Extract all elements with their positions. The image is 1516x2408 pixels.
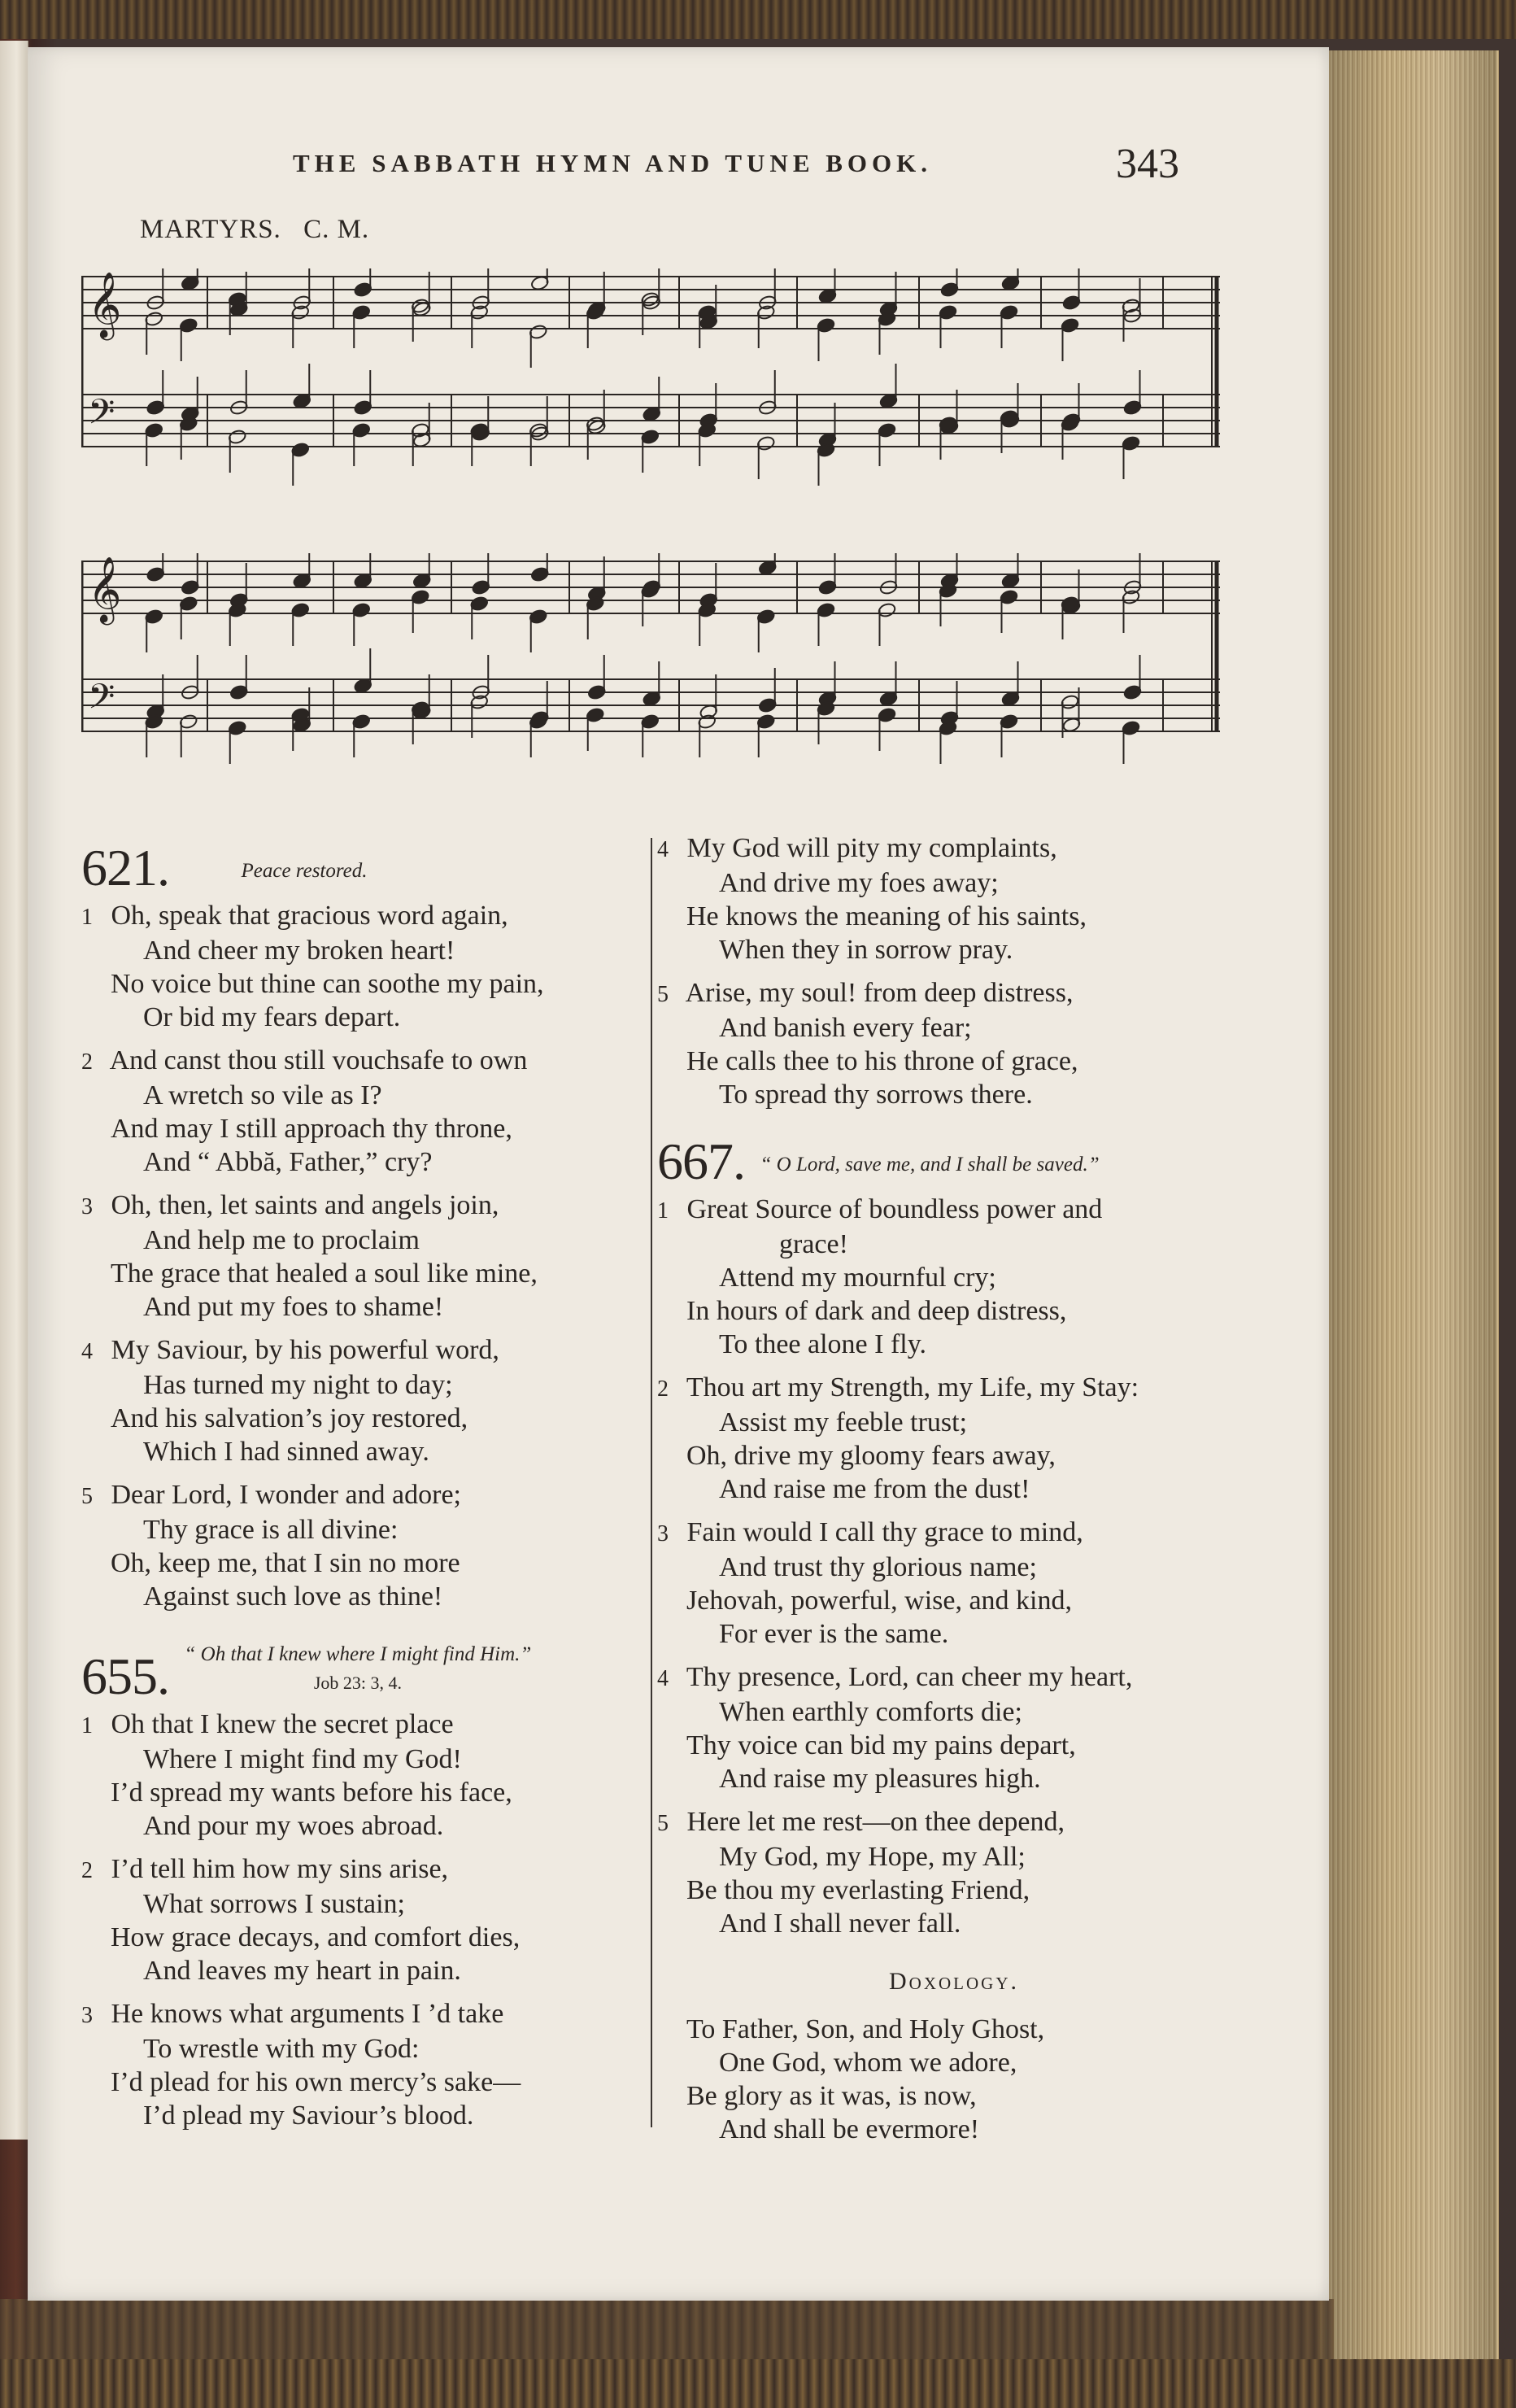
stanza [81,1044,643,1179]
verse-number: 3 [81,2003,93,2028]
hymn-621 [81,839,643,1613]
verse-line: Oh, keep me, that I sin no more [111,1548,460,1578]
verse-line: And help me to proclaim [143,1225,420,1255]
verse-line: Thy presence, Lord, can cheer my heart, [686,1662,1133,1692]
tune-name: MARTYRS. [140,215,281,244]
stanza [657,1193,1251,1361]
verse-line: Thy grace is all divine: [143,1515,399,1545]
verse-line: For ever is the same. [719,1619,949,1649]
verse-number: 5 [657,1811,669,1836]
verse-number: 3 [657,1521,669,1546]
hymn-number: 621. [81,839,169,896]
bottom-gilt-border [0,2359,1516,2408]
verse-number: 5 [657,982,669,1007]
verse-line: grace! [779,1229,848,1259]
column-divider [651,838,652,2127]
hymn-655 [81,1638,643,2132]
verse-line: Has turned my night to day; [143,1370,453,1400]
verse-line: A wretch so vile as I? [143,1080,382,1110]
verse-line: Great Source of boundless power and [686,1194,1103,1224]
hymn-number: 655. [81,1647,169,1705]
scripture-reference: Job 23: 3, 4. [313,1673,403,1693]
verse-number: 1 [81,1713,93,1738]
verse-number: 1 [81,905,93,930]
stanza [81,1478,643,1613]
verse-line: And drive my foes away; [719,868,999,898]
verse-line: Be thou my everlasting Friend, [686,1875,1030,1905]
music-staff-system-2 [81,553,1220,773]
verse-line: Arise, my soul! from deep distress, [685,978,1074,1008]
verse-line: I’d tell him how my sins arise, [111,1854,449,1884]
stanza [657,831,1251,966]
stanza [657,1371,1251,1506]
running-head: THE SABBATH HYMN AND TUNE BOOK. [293,149,933,177]
verse-line: And canst thou still vouchsafe to own [109,1045,528,1075]
treble-clef-icon: 𝄞 [88,271,122,338]
verse-line: Thou art my Strength, my Life, my Stay: [686,1372,1139,1402]
verse-line: Dear Lord, I wonder and adore; [111,1480,461,1510]
verse-line: I’d plead for his own mercy’s sake— [111,2067,521,2097]
doxology-line: And shall be evermore! [719,2114,980,2144]
verse-line: The grace that healed a soul like mine, [111,1259,538,1289]
stanza [657,1516,1251,1651]
music-system-1 [81,268,1220,488]
hymn-title: “ O Lord, save me, and I shall be saved.” [760,1154,1100,1176]
verse-line: Which I had sinned away. [143,1437,429,1467]
verse-number: 4 [81,1339,93,1364]
verse-line: Or bid my fears depart. [143,1002,401,1032]
verse-line: And leaves my heart in pain. [143,1956,461,1986]
stanza [81,1852,643,1987]
doxology-line: One God, whom we adore, [719,2048,1017,2078]
verse-line: Oh that I knew the secret place [111,1709,454,1739]
verse-line: I’d spread my wants before his face, [111,1778,512,1808]
verse-line: Thy voice can bid my pains depart, [686,1730,1076,1760]
stanza [657,1805,1251,1940]
verse-line: To thee alone I fly. [719,1329,927,1359]
verse-line: How grace decays, and comfort dies, [111,1922,521,1952]
verse-line: Here let me rest—on thee depend, [686,1807,1065,1837]
verse-line: And put my foes to shame! [143,1292,444,1322]
verse-line: Against such love as thine! [143,1581,443,1612]
bottom-inner-border [0,2299,1334,2359]
verse-number: 4 [657,1666,669,1691]
verse-number: 3 [81,1194,93,1219]
hymn-title: Peace restored. [241,860,368,882]
verse-number: 2 [81,1049,93,1075]
verse-number: 4 [657,837,669,862]
verse-number: 1 [657,1198,669,1224]
tune-heading [140,215,369,245]
verse-line: And cheer my broken heart! [143,936,455,966]
verse-number: 5 [81,1484,93,1509]
verse-line: My God, my Hope, my All; [719,1842,1026,1872]
treble-clef-icon: 𝄞 [88,556,122,622]
hymn-655-continued [657,831,1251,1111]
hymn-number: 667. [657,1132,745,1190]
verse-line: I’d plead my Saviour’s blood. [143,2100,474,2131]
verse-line: Where I might find my God! [143,1744,462,1774]
verse-line: Oh, then, let saints and angels join, [111,1190,499,1220]
verse-line: And I shall never fall. [719,1909,961,1939]
bass-clef-icon: 𝄢 [88,392,115,441]
verse-line: Fain would I call thy grace to mind, [686,1517,1083,1547]
verse-line: Oh, drive my gloomy fears away, [686,1441,1056,1471]
verse-line: To spread thy sorrows there. [719,1080,1033,1110]
top-gilt-border [0,0,1516,39]
verse-line: Assist my feeble trust; [719,1407,968,1437]
verse-line: When earthly comforts die; [719,1697,1022,1727]
doxology [657,1965,1251,2146]
verse-line: And raise me from the dust! [719,1474,1030,1504]
verse-number: 2 [81,1858,93,1883]
stanza [81,899,643,1034]
verse-line: What sorrows I sustain; [143,1889,406,1919]
verse-line: And his salvation’s joy restored, [111,1403,468,1433]
verse-line: Oh, speak that gracious word again, [111,901,508,931]
verse-line: He knows what arguments I ’d take [111,1999,504,2029]
verse-line: In hours of dark and deep distress, [686,1296,1067,1326]
hymn-667 [657,1132,1251,1940]
verse-line: And raise my pleasures high. [719,1764,1041,1794]
stanza [81,1333,643,1468]
tune-meter: C. M. [303,215,370,244]
music-staff-system-1 [81,268,1220,488]
verse-line: And “ Abbă, Father,” cry? [143,1147,433,1177]
doxology-title: Doxology. [889,1968,1019,1995]
verse-line: He calls thee to his throne of grace, [686,1046,1078,1076]
stanza [81,1708,643,1843]
verse-line: And trust thy glorious name; [719,1552,1037,1582]
facing-page-edge [0,41,28,2140]
page-edges-shading [1318,50,1496,2361]
music-system-2 [81,553,1220,773]
verse-number: 2 [657,1376,669,1402]
stanza [81,1189,643,1324]
verse-line: And may I still approach thy throne, [111,1114,512,1144]
stanza [81,1997,643,2132]
verse-line: And pour my woes abroad. [143,1811,444,1841]
verse-line: When they in sorrow pray. [719,935,1013,965]
hymn-title: “ Oh that I knew where I might find Him.” [184,1643,532,1665]
verse-line: Jehovah, powerful, wise, and kind, [686,1586,1073,1616]
verse-line: My God will pity my complaints, [686,833,1057,863]
doxology-line: Be glory as it was, is now, [686,2081,977,2111]
verse-line: Attend my mournful cry; [719,1263,996,1293]
doxology-line: To Father, Son, and Holy Ghost, [686,2014,1045,2044]
verse-line: My Saviour, by his powerful word, [111,1335,499,1365]
left-column [81,839,643,2142]
right-column [657,831,1251,2146]
verse-line: And banish every fear; [719,1013,972,1043]
stanza [657,976,1251,1111]
bass-clef-icon: 𝄢 [88,677,115,726]
verse-line: No voice but thine can soothe my pain, [111,969,544,999]
verse-line: To wrestle with my God: [143,2034,420,2064]
stanza [657,1660,1251,1795]
page-number: 343 [1116,141,1179,187]
verse-line: He knows the meaning of his saints, [686,901,1087,931]
